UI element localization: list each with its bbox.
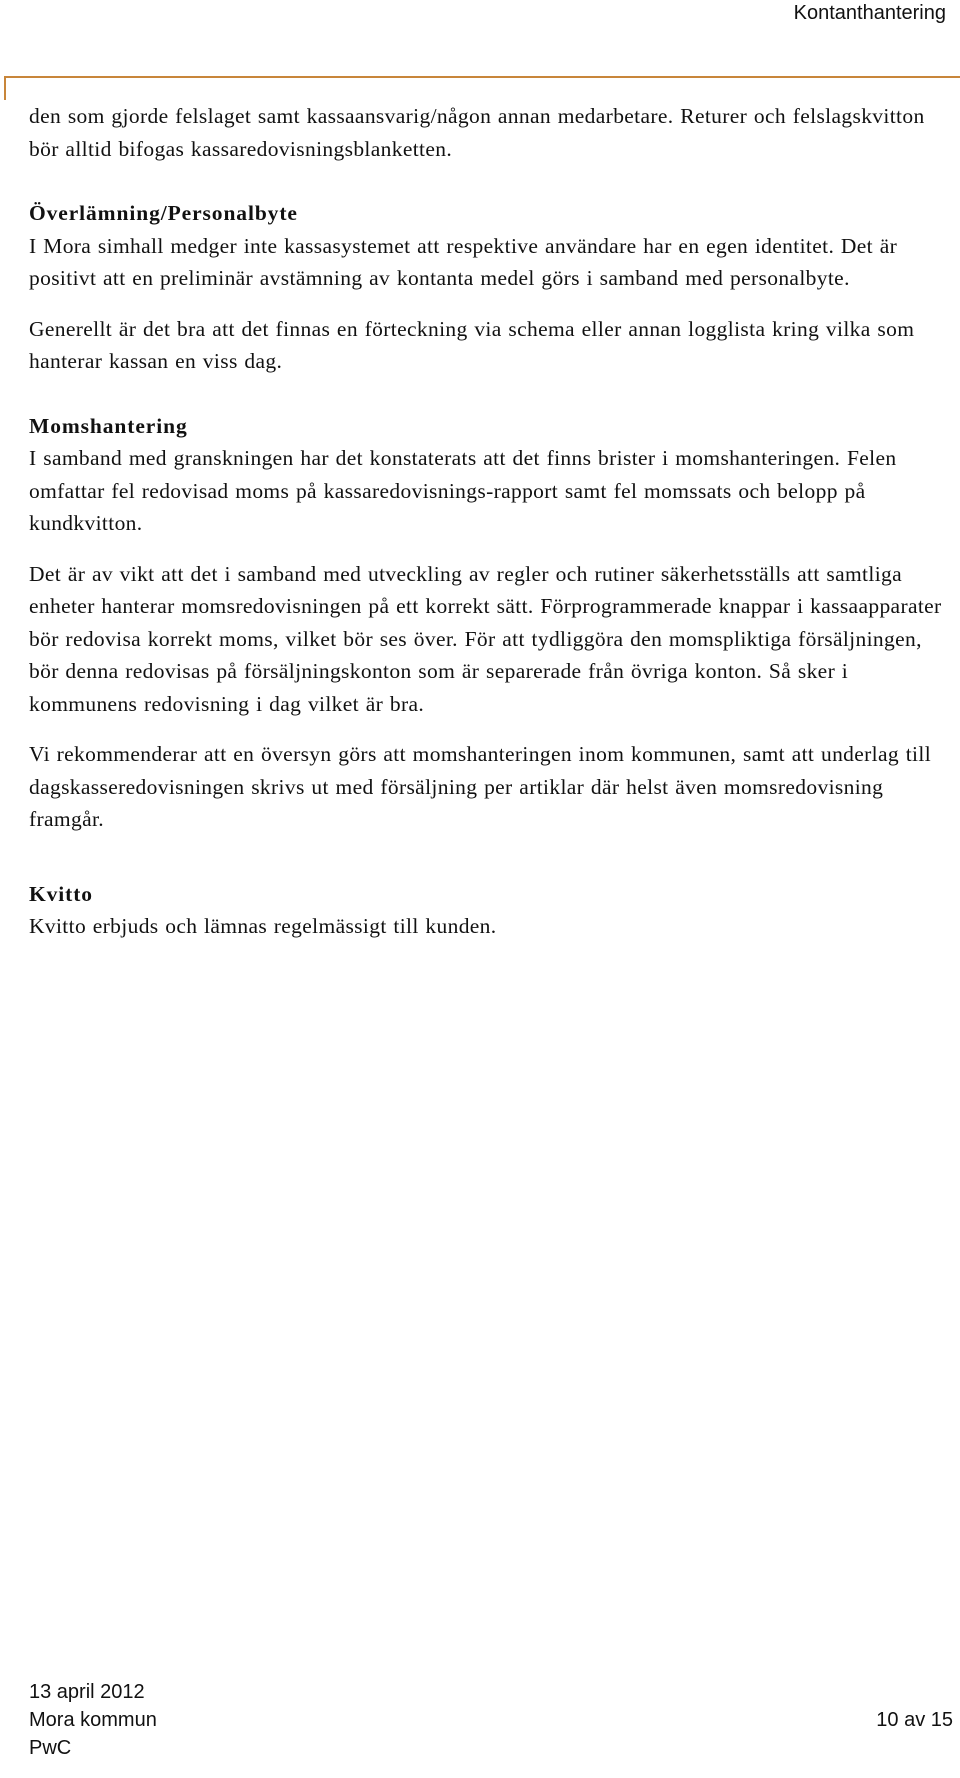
document-body <box>29 100 949 943</box>
section-heading-overlamning: Överlämning/Personalbyte <box>29 201 298 225</box>
page-header <box>0 0 960 72</box>
section-paragraph: I Mora simhall medger inte kassasystemet att respektive användare har en egen identitet. Det är positivt att en preliminär avstämning av kontanta medel görs i samband med personalbyte. <box>29 233 898 290</box>
header-rule <box>4 76 960 78</box>
spacer <box>29 540 949 558</box>
section-paragraph: Vi rekommenderar att en översyn görs att momshanteringen inom kommunen, samt att underlag till dagskasseredovisningen skrivs ut med försäljning per artiklar där helst även momsredovisning framgår. <box>29 742 932 831</box>
spacer <box>29 378 949 410</box>
footer-firm: PwC <box>29 1737 72 1759</box>
spacer <box>29 295 949 313</box>
header-corner-mark <box>4 76 6 100</box>
page-number: 10 av 15 <box>876 1709 953 1731</box>
section-paragraph: Det är av vikt att det i samband med utveckling av regler och rutiner säkerhetsställs att samtliga enheter hanterar momsredovisningen på ett korrekt sätt. Förprogrammerade knappar i kassaapparater bör redovisa korrekt moms, vilket bör ses över. För att tydliggöra den momspliktiga försäljningen, bör denna redovisas på försäljningskonton som är separerade från övriga konton. Så sker i kommunens redovisning i dag vilket är bra. <box>29 561 942 716</box>
footer-organization: Mora kommun <box>29 1709 157 1731</box>
header-title: Kontanthantering <box>793 2 946 24</box>
section-paragraph: I samband med granskningen har det konstaterats att det finns brister i momshanteringen. Felen omfattar fel redovisad moms på kassaredovisnings-rapport samt fel momssats och belopp på kundkvitton. <box>29 446 897 535</box>
page-footer <box>29 1678 953 1762</box>
spacer <box>29 836 949 878</box>
spacer <box>29 165 949 197</box>
section-paragraph: Generellt är det bra att det finnas en förteckning via schema eller annan logglista kring vilka som hanterar kassan en viss dag. <box>29 316 915 373</box>
section-paragraph: Kvitto erbjuds och lämnas regelmässigt till kunden. <box>29 914 497 938</box>
footer-date: 13 april 2012 <box>29 1681 145 1703</box>
section-heading-momshantering: Momshantering <box>29 413 188 438</box>
intro-paragraph: den som gjorde felslaget samt kassaansvarig/någon annan medarbetare. Returer och felslagskvitton bör alltid bifogas kassaredovisningsblanketten. <box>29 104 925 161</box>
section-heading-kvitto: Kvitto <box>29 881 93 906</box>
spacer <box>29 720 949 738</box>
